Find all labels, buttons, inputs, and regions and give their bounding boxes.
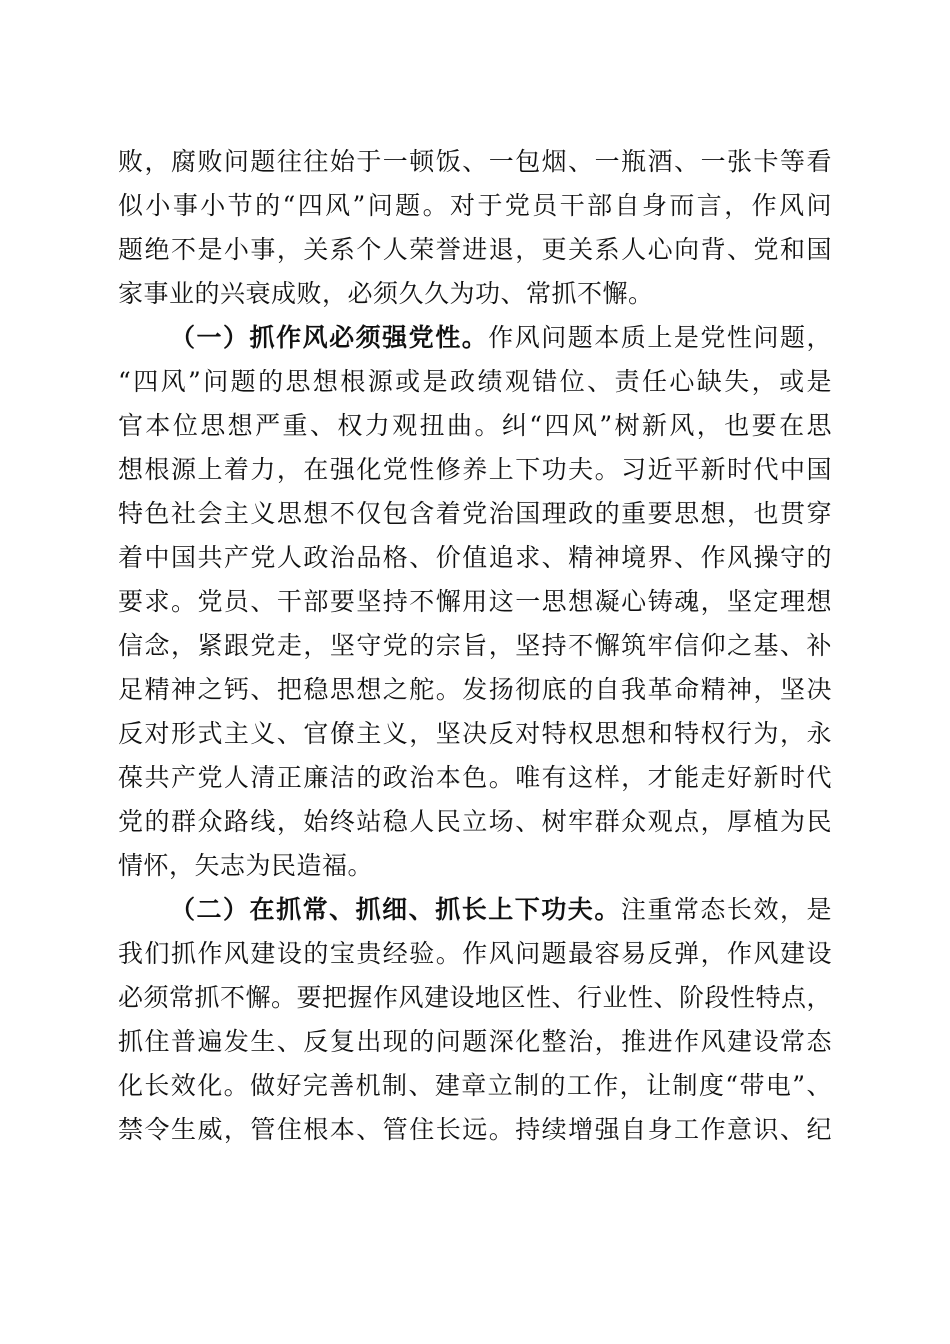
text-line: 化长效化。做好完善机制、建章立制的工作，让制度“带电”、 (118, 1071, 832, 1100)
paragraph-1 (118, 140, 832, 316)
text-line (118, 888, 832, 932)
text-line: 信念，紧跟党走，坚守党的宗旨，坚持不懈筑牢信仰之基、补 (118, 631, 832, 660)
section-heading-2: （二）在抓常、抓细、抓长上下功夫。 (170, 895, 621, 924)
text-line: 败，腐败问题往往始于一顿饭、一包烟、一瓶酒、一张卡等看 (118, 147, 832, 176)
text-line: 似小事小节的“四风”问题。对于党员干部自身而言，作风问 (118, 191, 832, 220)
section-heading-1: （一）抓作风必须强党性。 (170, 323, 489, 352)
text-line: 禁令生威，管住根本、管住长远。持续增强自身工作意识、纪 (118, 1115, 832, 1144)
text-line: “四风”问题的思想根源或是政绩观错位、责任心缺失，或是 (118, 367, 832, 396)
text-line: 葆共产党人清正廉洁的政治本色。唯有这样，才能走好新时代 (118, 763, 832, 792)
text-line: 足精神之钙、把稳思想之舵。发扬彻底的自我革命精神，坚决 (118, 675, 832, 704)
text-line: 着中国共产党人政治品格、价值追求、精神境界、作风操守的 (118, 543, 832, 572)
text-line: 官本位思想严重、权力观扭曲。纠“四风”树新风，也要在思 (118, 411, 832, 440)
text-line: 情怀，矢志为民造福。 (118, 851, 374, 880)
text-line: 党的群众路线，始终站稳人民立场、树牢群众观点，厚植为民 (118, 807, 832, 836)
text-line: 必须常抓不懈。要把握作风建设地区性、行业性、阶段性特点， (118, 983, 833, 1012)
text-line: 要求。党员、干部要坚持不懈用这一思想凝心铸魂，坚定理想 (118, 587, 832, 616)
text-line: 家事业的兴衰成败，必须久久为功、常抓不懈。 (118, 279, 654, 308)
text-run: 注重常态长效，是 (620, 895, 832, 924)
text-run: 作风问题本质上是党性问题， (488, 323, 832, 352)
text-line: 题绝不是小事，关系个人荣誉进退，更关系人心向背、党和国 (118, 235, 832, 264)
text-line: 我们抓作风建设的宝贵经验。作风问题最容易反弹，作风建设 (118, 939, 832, 968)
text-line: 想根源上着力，在强化党性修养上下功夫。习近平新时代中国 (118, 455, 832, 484)
text-line: 抓住普遍发生、反复出现的问题深化整治，推进作风建设常态 (118, 1027, 832, 1056)
text-line: 反对形式主义、官僚主义，坚决反对特权思想和特权行为，永 (118, 719, 832, 748)
paragraph-3 (118, 888, 832, 1152)
text-line: 特色社会主义思想不仅包含着党治国理政的重要思想，也贯穿 (118, 499, 832, 528)
document-page (118, 140, 832, 1152)
text-line (118, 316, 832, 360)
paragraph-2 (118, 316, 832, 888)
